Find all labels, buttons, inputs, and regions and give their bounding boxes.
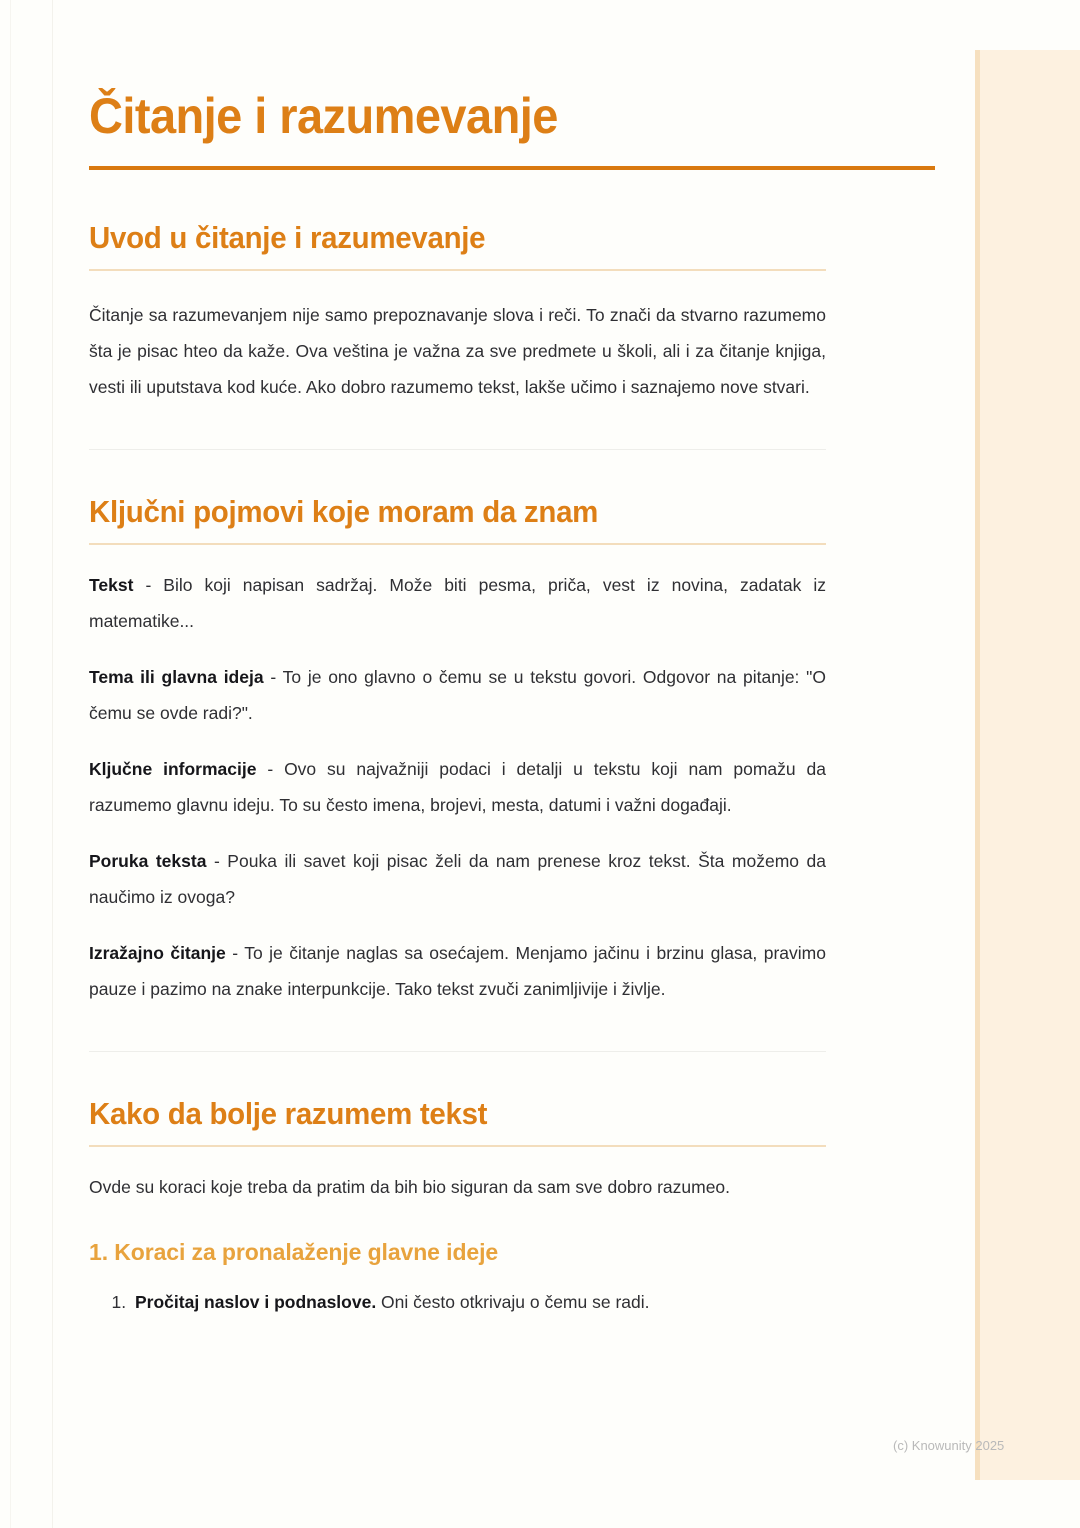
definition-body: - Ovo su najvažniji podaci i detalji u tekstu koji nam pomažu da razumemo glavnu ideju. To su često imena, brojevi, mesta, datumi i važni događaji. xyxy=(89,759,826,815)
section-kljucni-pojmovi xyxy=(89,494,826,1007)
definition-poruka-teksta xyxy=(89,843,826,915)
definition-izrazajno-citanje xyxy=(89,935,826,1007)
section-heading-kljucni-pojmovi: Ključni pojmovi koje moram da znam xyxy=(89,494,599,529)
definition-body: - Pouka ili savet koji pisac želi da nam prenese kroz tekst. Šta možemo da naučimo iz ovoga? xyxy=(89,851,826,907)
section-heading-kako-razumem-tekst: Kako da bolje razumem tekst xyxy=(89,1096,488,1131)
definition-term: Tekst xyxy=(89,575,134,595)
definition-term: Izražajno čitanje xyxy=(89,943,226,963)
page-guide-line-margin xyxy=(52,0,53,1528)
section-uvod xyxy=(89,220,826,405)
definition-body: - To je ono glavno o čemu se u tekstu govori. Odgovor na pitanje: "O čemu se ovde radi?". xyxy=(89,667,826,723)
definition-tekst xyxy=(89,567,826,639)
right-decorative-band xyxy=(975,50,1080,1480)
step-term: Pročitaj naslov i podnaslove. xyxy=(135,1292,377,1312)
watermark: (c) Knowunity 2025 xyxy=(893,1438,1005,1453)
step-body: Oni često otkrivaju o čemu se radi. xyxy=(376,1292,650,1312)
list-item xyxy=(131,1284,826,1320)
steps-list xyxy=(89,1284,826,1320)
page-guide-line-left xyxy=(10,0,11,1528)
definition-term: Ključne informacije xyxy=(89,759,257,779)
page-title: Čitanje i razumevanje xyxy=(89,88,558,144)
paragraph-intro-koraci: Ovde su koraci koje treba da pratim da bih bio siguran da sam sve dobro razumeo. xyxy=(89,1177,731,1197)
right-decorative-band-edge xyxy=(975,50,980,1480)
definition-kljucne-informacije xyxy=(89,751,826,823)
definition-term: Poruka teksta xyxy=(89,851,207,871)
section-heading-uvod: Uvod u čitanje i razumevanje xyxy=(89,220,486,255)
definition-term: Tema ili glavna ideja xyxy=(89,667,264,687)
subheading-koraci-glavna-ideja: 1. Koraci za pronalaženje glavne ideje xyxy=(89,1239,499,1265)
definition-body: - To je čitanje naglas sa osećajem. Menjamo jačinu i brzinu glasa, pravimo pauze i pazimo na znake interpunkcije. Tako tekst zvuči zanimljivije i življe. xyxy=(89,943,826,999)
paragraph-uvod: Čitanje sa razumevanjem nije samo prepoznavanje slova i reči. To znači da stvarno razumemo šta je pisac hteo da kaže. Ova veština je važna za sve predmete u školi, ali i za čitanje knjiga, vesti ili uputstava kod kuće. Ako dobro razumemo tekst, lakše učimo i saznajemo nove stvari. xyxy=(89,305,826,397)
definition-body: - Bilo koji napisan sadržaj. Može biti pesma, priča, vest iz novina, zadatak iz matematike... xyxy=(89,575,826,631)
section-kako-razumem-tekst xyxy=(89,1096,826,1320)
definition-tema xyxy=(89,659,826,731)
document-content xyxy=(89,0,826,1320)
